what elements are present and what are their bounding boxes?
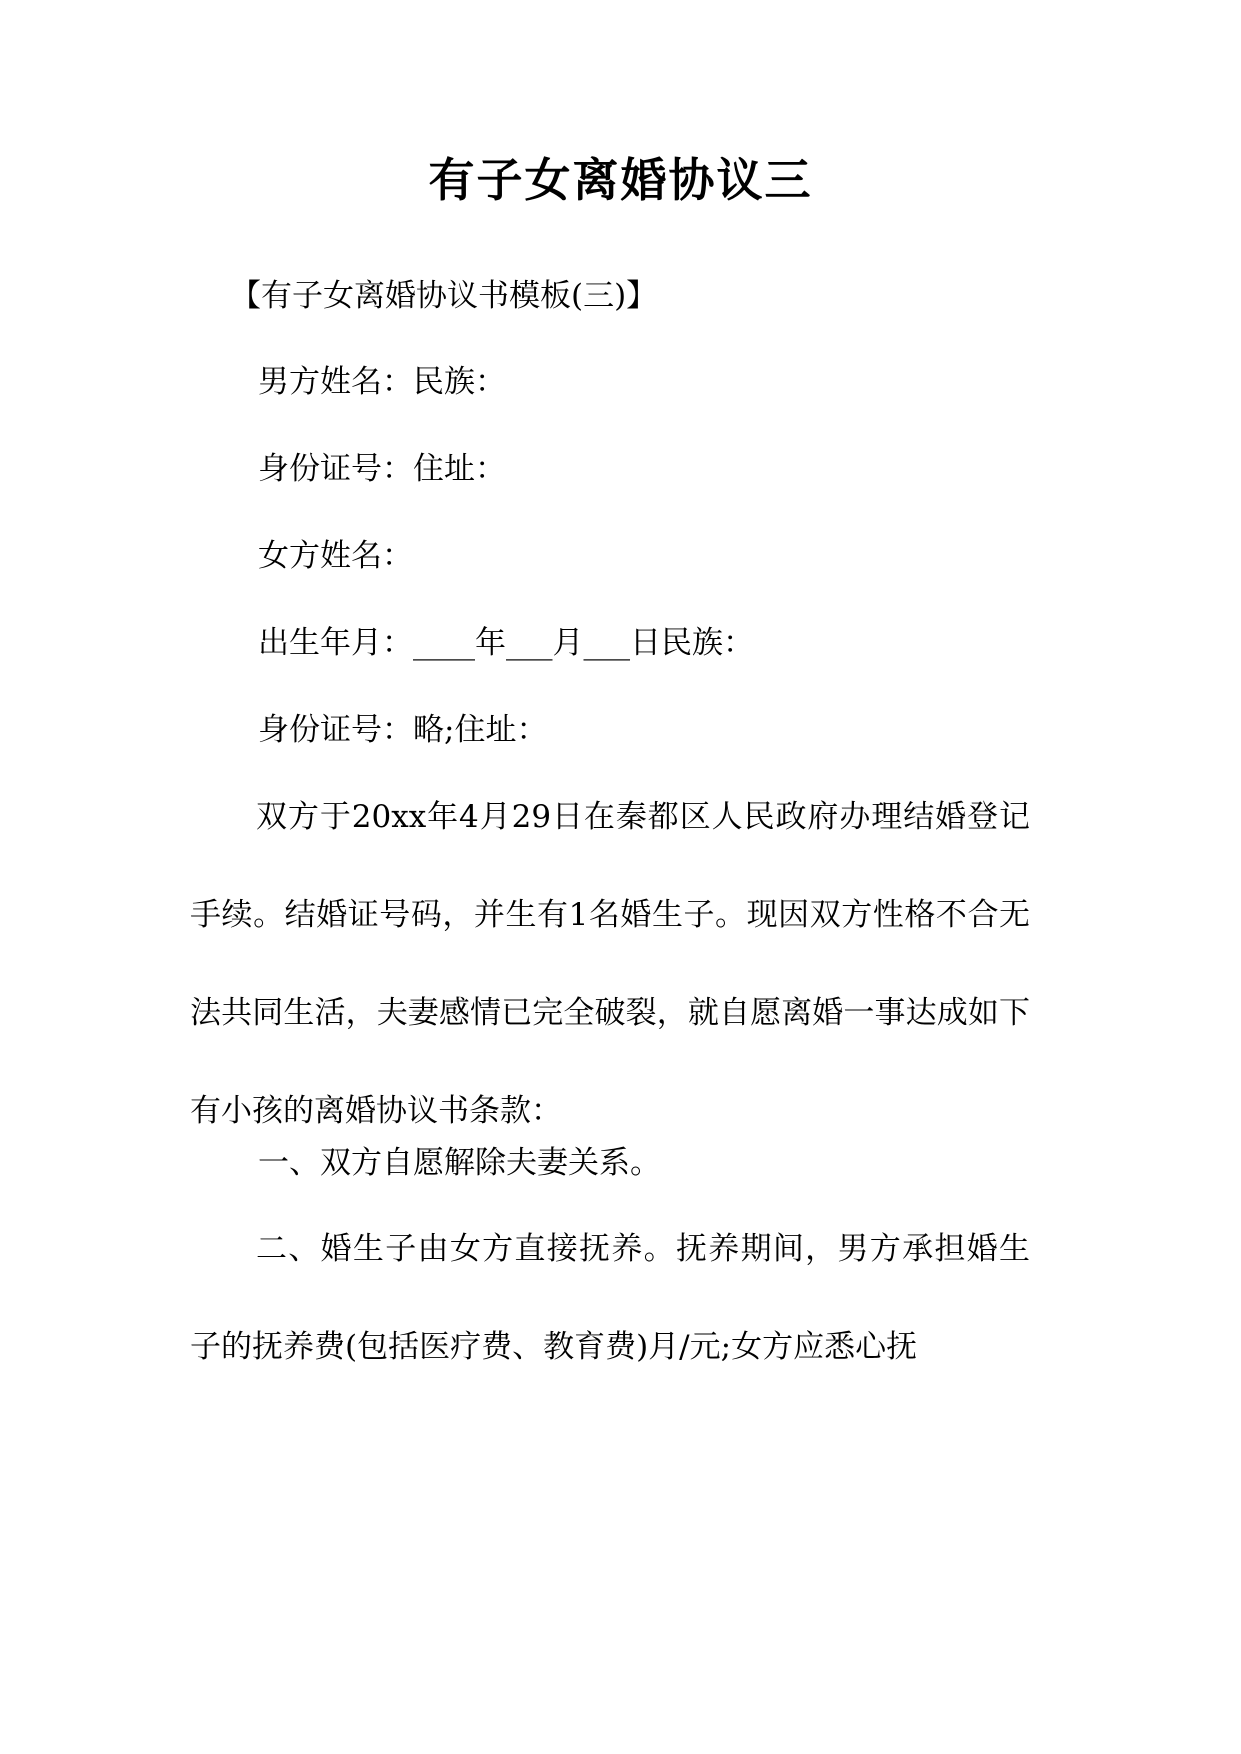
female-name-line: 女方姓名：	[258, 538, 413, 574]
clause-one: 一、双方自愿解除夫妻关系。	[258, 1145, 661, 1181]
male-id-line: 身份证号：住址：	[258, 451, 506, 487]
female-id-line: 身份证号：略;住址：	[258, 712, 548, 748]
intro-paragraph: 双方于20xx年4月29日在秦都区人民政府办理结婚登记手续。结婚证号码，并生有1名婚生子。现因双方性格不合无法共同生活，夫妻感情已完全破裂，就自愿离婚一事达成如下有小孩的离婚协议书条款：	[190, 799, 1030, 1129]
male-name-line: 男方姓名：民族：	[258, 364, 506, 400]
document-title: 有子女离婚协议三	[428, 153, 813, 207]
template-subtitle: 【有子女离婚协议书模板(三)】	[230, 278, 658, 314]
clause-two: 二、婚生子由女方直接抚养。抚养期间，男方承担婚生子的抚养费(包括医疗费、教育费)月/元;女方应悉心抚	[190, 1231, 1030, 1365]
birth-date-line: 出生年月：____年___月___日民族：	[258, 625, 754, 661]
